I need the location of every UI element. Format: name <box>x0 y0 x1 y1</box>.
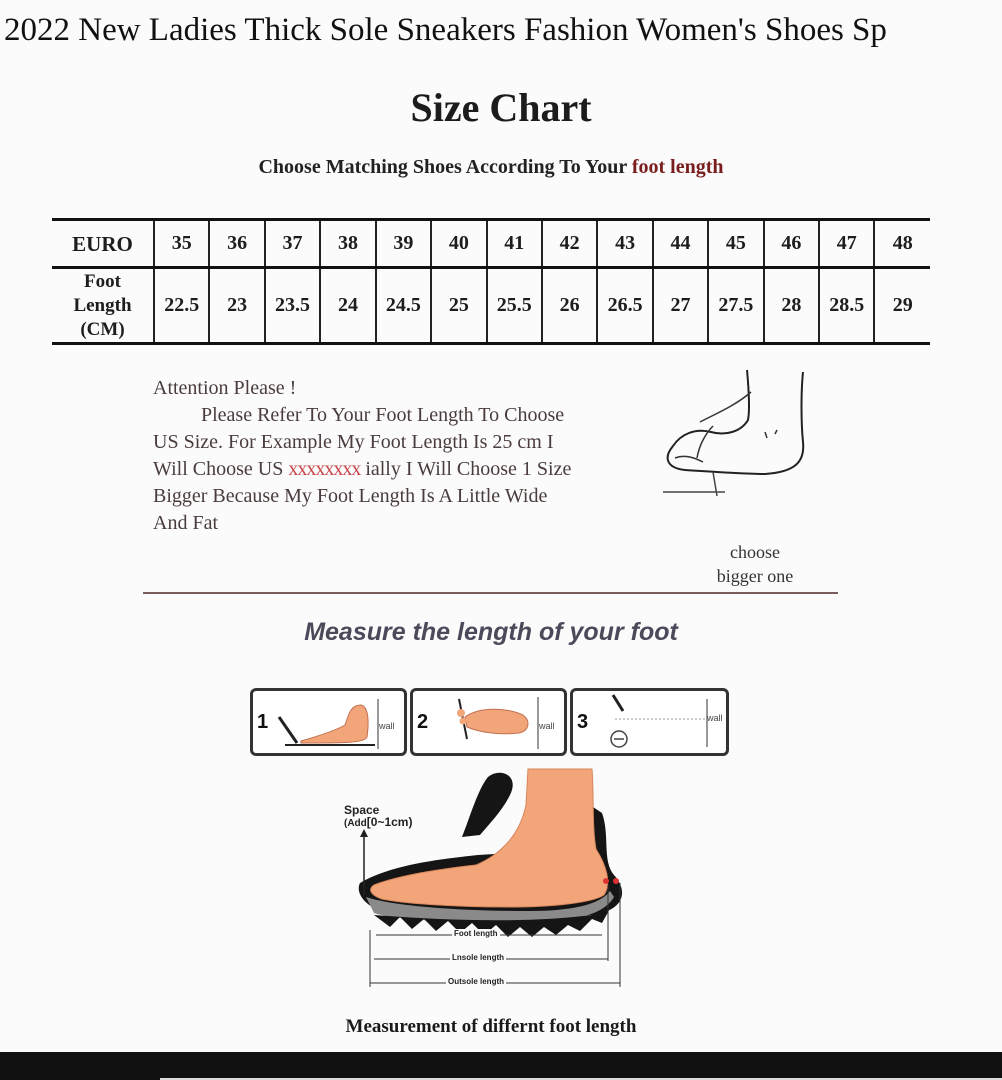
subtitle-text: Choose Matching Shoes According To Your <box>258 156 627 178</box>
product-title: 2022 New Ladies Thick Sole Sneakers Fashion Women's Shoes Sp <box>4 12 887 48</box>
euro-size-cell: 43 <box>597 220 652 268</box>
foot-length-cell: 23 <box>209 268 264 344</box>
space-add-prefix: (Add <box>344 818 367 829</box>
attention-line: Please Refer To Your Foot Length To Choose <box>201 404 565 426</box>
attention-note <box>153 375 673 537</box>
euro-size-cell: 47 <box>819 220 874 268</box>
space-label-sub <box>344 816 444 830</box>
foot-length-cell: 24 <box>320 268 375 344</box>
euro-size-cell: 46 <box>764 220 819 268</box>
diagram-caption: Measurement of differnt foot length <box>345 1016 637 1037</box>
attention-line: And Fat <box>153 512 218 534</box>
attention-heading: Attention Please ! <box>153 377 297 399</box>
measure-step-2 <box>410 688 567 756</box>
space-label <box>344 804 444 830</box>
euro-size-cell: 40 <box>431 220 486 268</box>
measure-step-3 <box>570 688 729 756</box>
masked-text: xxxxxxxx <box>288 458 361 480</box>
step-number: 2 <box>417 711 429 733</box>
foot-length-cell: 27.5 <box>708 268 763 344</box>
attention-line: US Size. For Example My Foot Length Is 25 cm I <box>153 431 554 453</box>
size-table <box>52 218 930 345</box>
foot-sketch-icon <box>655 362 820 507</box>
foot-length-cell: 29 <box>874 268 930 344</box>
euro-size-cell: 41 <box>487 220 542 268</box>
tape-measure-icon <box>595 693 719 751</box>
size-chart-subtitle <box>0 156 982 179</box>
foot-side-icon <box>275 697 385 751</box>
foot-length-cell: 25.5 <box>487 268 542 344</box>
subtitle-accent: foot length <box>631 156 724 178</box>
foot-length-cell: 25 <box>431 268 486 344</box>
foot-length-cell: 27 <box>653 268 708 344</box>
foot-length-cell: 28.5 <box>819 268 874 344</box>
wall-label: wall <box>707 713 723 723</box>
foot-length-cell: 23.5 <box>265 268 320 344</box>
outsole-length-label: Outsole length <box>448 977 504 986</box>
step-number: 3 <box>577 711 589 733</box>
euro-size-cell: 38 <box>320 220 375 268</box>
insole-length-label: Lnsole length <box>452 953 504 962</box>
attention-text: Will Choose US <box>153 458 284 480</box>
euro-size-cell: 42 <box>542 220 597 268</box>
foot-top-icon <box>435 695 545 751</box>
foot-length-label: Foot length <box>454 929 498 938</box>
foot-length-header-line: Foot <box>84 270 121 292</box>
foot-length-row <box>52 268 930 344</box>
euro-size-cell: 37 <box>265 220 320 268</box>
euro-size-cell: 35 <box>154 220 209 268</box>
attention-line <box>153 456 673 483</box>
foot-length-header <box>52 268 154 344</box>
attention-text: ially I Will Choose 1 Size <box>365 458 572 480</box>
space-label-title: Space <box>344 803 380 817</box>
foot-length-cell: 26 <box>542 268 597 344</box>
foot-length-header-line: (CM) <box>80 318 125 340</box>
size-chart-title: Size Chart <box>410 85 592 130</box>
euro-header: EURO <box>52 220 154 268</box>
foot-length-cell: 26.5 <box>597 268 652 344</box>
choose-bigger-note <box>700 540 810 588</box>
euro-size-cell: 44 <box>653 220 708 268</box>
attention-line: Bigger Because My Foot Length Is A Little Wide <box>153 485 548 507</box>
wall-label: wall <box>379 721 395 731</box>
euro-size-cell: 39 <box>376 220 431 268</box>
choose-bigger-line: bigger one <box>716 566 794 586</box>
euro-row <box>52 220 930 268</box>
euro-size-cell: 45 <box>708 220 763 268</box>
foot-length-cell: 28 <box>764 268 819 344</box>
step-number: 1 <box>257 711 269 733</box>
foot-length-cell: 24.5 <box>376 268 431 344</box>
choose-bigger-line: choose <box>730 542 780 562</box>
wall-label: wall <box>539 721 555 731</box>
euro-size-cell: 36 <box>209 220 264 268</box>
foot-length-header-line: Length <box>73 294 132 316</box>
euro-size-cell: 48 <box>874 220 930 268</box>
foot-length-cell: 22.5 <box>154 268 209 344</box>
space-add-value: [0~1cm) <box>366 815 413 829</box>
divider <box>143 592 838 594</box>
bottom-photo-strip <box>0 1052 1002 1080</box>
measure-step-1 <box>250 688 407 756</box>
measure-title: Measure the length of your foot <box>304 618 678 646</box>
